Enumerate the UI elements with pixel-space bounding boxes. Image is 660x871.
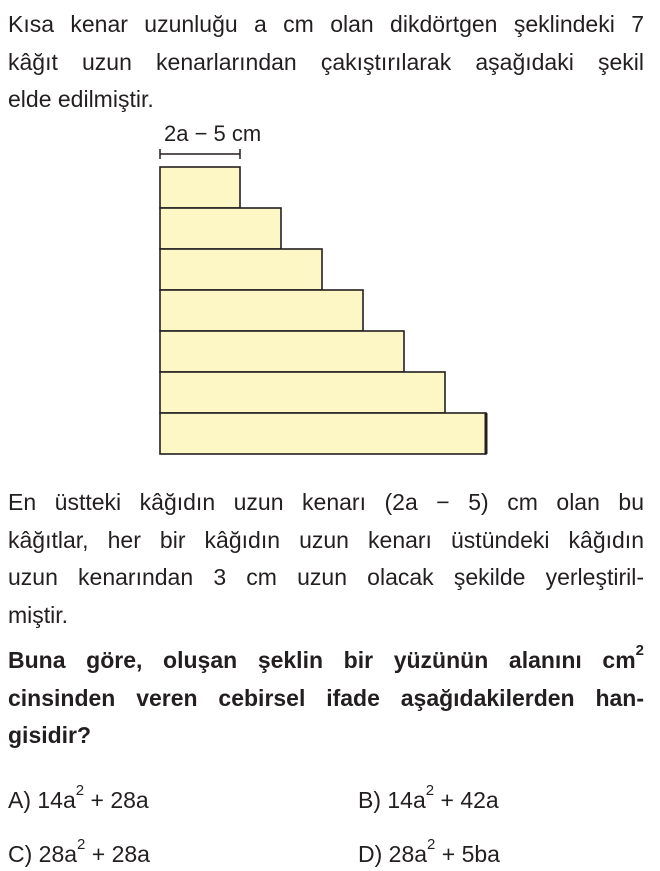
option-d-sup: 2 — [427, 836, 436, 853]
option-b-pre: B) 14a — [358, 787, 426, 813]
question-line-1-sup: 2 — [635, 642, 644, 659]
dimension-marker — [160, 149, 240, 159]
body-line-4: miştir. — [8, 601, 69, 628]
option-d-pre: D) 28a — [358, 841, 428, 867]
option-d[interactable] — [358, 836, 500, 868]
option-a[interactable] — [8, 782, 149, 814]
option-c-sup: 2 — [77, 836, 86, 853]
option-d-post: + 5ba — [435, 841, 500, 867]
question-paragraph — [8, 642, 644, 755]
paper-strip-4 — [160, 290, 363, 331]
body-line-3: uzun kenarından 3 cm uzun olacak şekilde yerleştiril- — [8, 564, 644, 590]
intro-line-3: elde edilmiştir. — [8, 86, 154, 112]
option-b[interactable] — [358, 782, 499, 814]
paper-strip-2 — [160, 208, 281, 249]
paper-strip-6 — [160, 372, 445, 413]
intro-line-2: kâğıt uzun kenarlarından çakıştırılarak aşağıdaki şekil — [8, 48, 644, 75]
option-a-post: + 28a — [84, 787, 149, 813]
paper-strip-5 — [160, 331, 404, 372]
question-line-3: gisidir? — [8, 722, 92, 748]
paper-strip-3 — [160, 249, 322, 290]
intro-line-1: Kısa kenar uzunluğu a cm olan dikdörtgen şeklindeki 7 — [8, 11, 644, 37]
paper-strip-7 — [160, 413, 486, 454]
option-c[interactable] — [8, 836, 150, 868]
intro-paragraph — [8, 6, 644, 119]
question-line-1 — [8, 642, 644, 680]
dimension-label: 2a − 5 cm — [164, 121, 262, 146]
question-line-2: cinsinden veren cebirsel ifade aşağıdakilerden han- — [8, 684, 644, 711]
paper-strip-1 — [160, 167, 240, 208]
option-b-post: + 42a — [434, 787, 499, 813]
question-line-1-text: Buna göre, oluşan şeklin bir yüzünün alanını cm — [8, 647, 636, 673]
option-b-sup: 2 — [425, 782, 435, 799]
body-line-1: En üstteki kâğıdın uzun kenarı (2a − 5) cm olan bu — [8, 489, 644, 515]
option-c-pre: C) 28a — [8, 841, 78, 867]
option-c-post: + 28a — [85, 841, 150, 867]
option-a-sup: 2 — [75, 782, 85, 799]
paper-strips — [160, 167, 486, 454]
body-line-2: kâğıtlar, her bir kâğıdın uzun kenarı üstündeki kâğıdın — [8, 526, 644, 553]
body-paragraph — [8, 484, 644, 634]
option-a-pre: A) 14a — [8, 787, 76, 813]
